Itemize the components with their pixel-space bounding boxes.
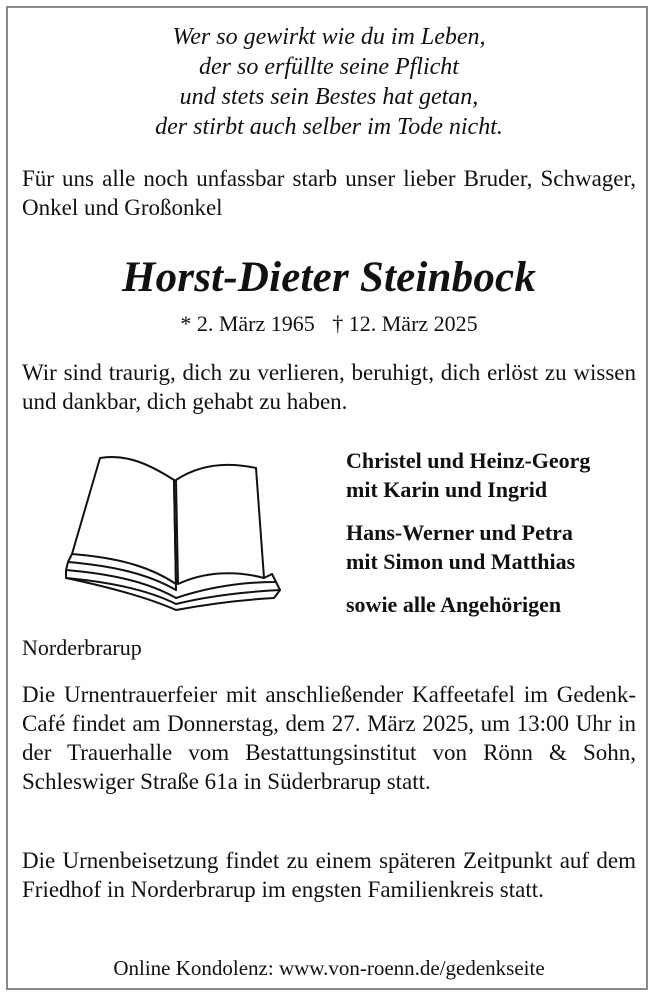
deceased-name: Horst-Dieter Steinbock (121, 254, 537, 301)
poem-line: und stets sein Bestes hat getan, (179, 84, 479, 110)
intro-text: Für uns alle noch unfassbar starb unser lieber Bruder, Schwager, Onkel und Großonkel (22, 166, 636, 220)
mourner-line: sowie alle Angehörigen (346, 592, 562, 617)
mourner-group (346, 446, 646, 504)
mourner-group (346, 518, 646, 576)
mourner-line: mit Karin und Ingrid (346, 477, 548, 502)
memorial-poem (0, 22, 658, 142)
open-book-icon (64, 452, 304, 612)
farewell-message: Wir sind traurig, dich zu verlieren, beruhigt, dich erlöst zu wissen und dankbar, dich gehabt zu haben. (22, 360, 636, 414)
death-date: † 12. März 2025 (332, 311, 478, 336)
mourners-list (346, 446, 646, 633)
condolence-link[interactable]: Online Kondolenz: www.von-roenn.de/gedenkseite (113, 956, 545, 980)
poem-line: der stirbt auch selber im Tode nicht. (155, 114, 503, 140)
birth-date: * 2. März 1965 (180, 311, 315, 336)
poem-line: der so erfüllte seine Pflicht (199, 54, 459, 80)
poem-line: Wer so gewirkt wie du im Leben, (172, 24, 486, 50)
life-dates (0, 310, 658, 338)
ceremony-text: Die Urnentrauerfeier mit anschließender Kaffeetafel im Gedenk-Café findet am Donnerstag, dem 27. März 2025, um 13:00 Uhr in der Trauerhalle vom Bestattungsinstitut von Rönn & Sohn, Schleswiger Straße 61a in Süderbrarup statt. (22, 682, 636, 794)
burial-text: Die Urnenbeisetzung findet zu einem späteren Zeitpunkt auf dem Friedhof in Norderbrarup im engsten Familienkreis statt. (22, 848, 636, 902)
mourner-line: Christel und Heinz-Georg (346, 448, 591, 473)
place-name: Norderbrarup (22, 635, 142, 660)
mourner-group (346, 590, 646, 619)
mourner-line: mit Simon und Matthias (346, 549, 576, 574)
mourner-line: Hans-Werner und Petra (346, 520, 573, 545)
